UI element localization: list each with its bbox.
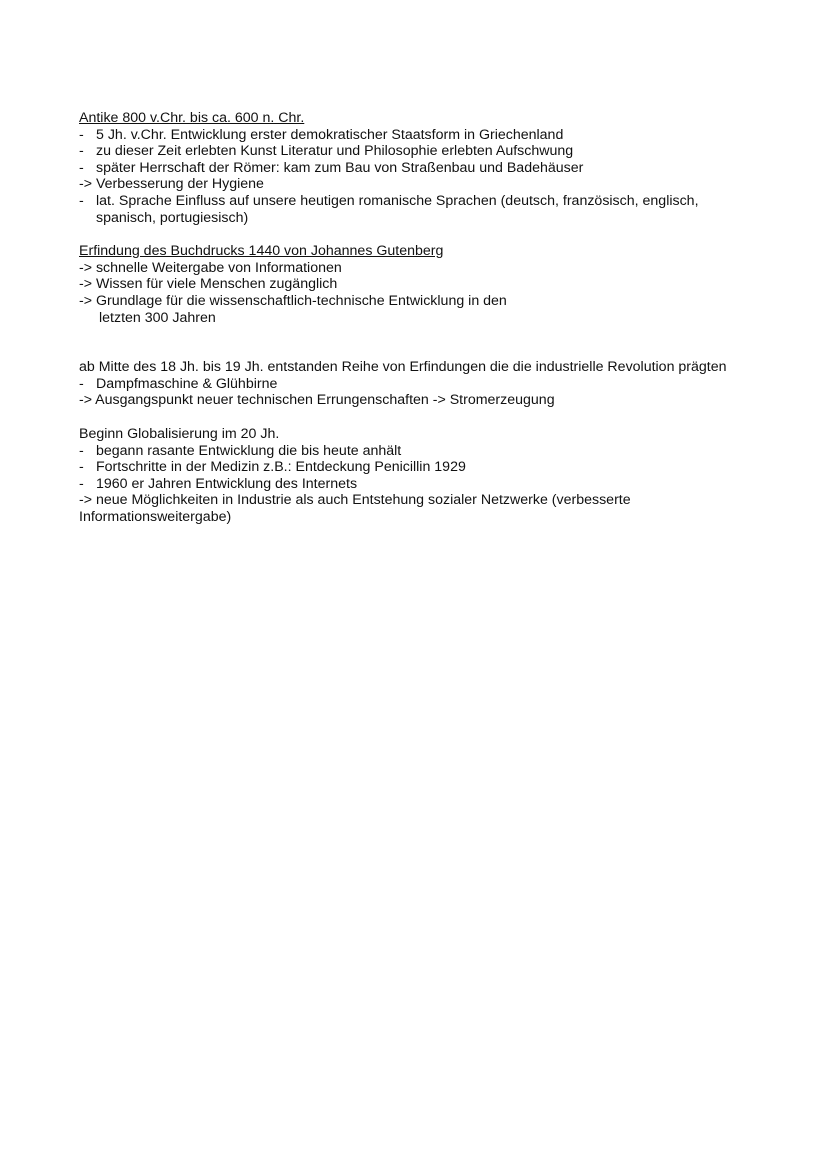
bullet-item (79, 193, 769, 210)
section-heading: Erfindung des Buchdrucks 1440 von Johannes Gutenberg (79, 243, 444, 260)
arrow-item: -> schnelle Weitergabe von Informationen (79, 259, 342, 276)
arrow-item: -> neue Möglichkeiten in Industrie als auch Entstehung sozialer Netzwerke (verbesserte Informationsweitergabe) (79, 492, 631, 525)
section-industrielle-revolution (79, 359, 769, 409)
bullet-text: lat. Sprache Einfluss auf unsere heutigen romanische Sprachen (deutsch, französisch, englisch, (96, 192, 699, 209)
bullet-item (79, 476, 769, 493)
section-spacer (79, 409, 769, 426)
arrow-item: -> Ausgangspunkt neuer technischen Errungenschaften -> Stromerzeugung (79, 392, 555, 409)
bullet-dash: - (79, 159, 84, 176)
bullet-item (79, 443, 769, 460)
bullet-dash: - (79, 192, 84, 209)
bullet-continuation: spanisch, portugiesisch) (96, 209, 249, 226)
bullet-text: später Herrschaft der Römer: kam zum Bau von Straßenbau und Badehäuser (96, 159, 584, 176)
bullet-dash: - (79, 375, 84, 392)
section-globalisierung (79, 426, 769, 526)
section-buchdruck (79, 243, 769, 326)
section-heading: Antike 800 v.Chr. bis ca. 600 n. Chr. (79, 110, 305, 126)
section-antike (79, 110, 769, 226)
bullet-text: begann rasante Entwicklung die bis heute anhält (96, 442, 402, 459)
arrow-item: -> Wissen für viele Menschen zugänglich (79, 276, 338, 293)
bullet-text: 1960 er Jahren Entwicklung des Internets (96, 475, 358, 492)
bullet-text: zu dieser Zeit erlebten Kunst Literatur und Philosophie erlebten Aufschwung (96, 143, 574, 160)
arrow-item: -> Grundlage für die wissenschaftlich-technische Entwicklung in den (79, 292, 507, 309)
section-spacer (79, 226, 769, 243)
bullet-item (79, 127, 769, 144)
bullet-dash: - (79, 459, 84, 476)
bullet-item (79, 459, 769, 476)
bullet-dash: - (79, 126, 84, 143)
bullet-text: Dampfmaschine & Glühbirne (96, 375, 278, 392)
bullet-dash: - (79, 143, 84, 160)
bullet-dash: - (79, 442, 84, 459)
document-body (79, 110, 769, 525)
bullet-item (79, 376, 769, 393)
section-heading: ab Mitte des 18 Jh. bis 19 Jh. entstanden Reihe von Erfindungen die die industrielle Revolution prägten (79, 359, 727, 376)
section-spacer (79, 326, 769, 359)
bullet-text: 5 Jh. v.Chr. Entwicklung erster demokratischer Staatsform in Griechenland (96, 126, 564, 143)
bullet-dash: - (79, 475, 84, 492)
bullet-text: Fortschritte in der Medizin z.B.: Entdeckung Penicillin 1929 (96, 459, 466, 476)
section-heading: Beginn Globalisierung im 20 Jh. (79, 425, 280, 442)
bullet-item (79, 160, 769, 177)
arrow-continuation: letzten 300 Jahren (99, 309, 216, 326)
arrow-item: -> Verbesserung der Hygiene (79, 176, 264, 193)
bullet-item (79, 143, 769, 160)
